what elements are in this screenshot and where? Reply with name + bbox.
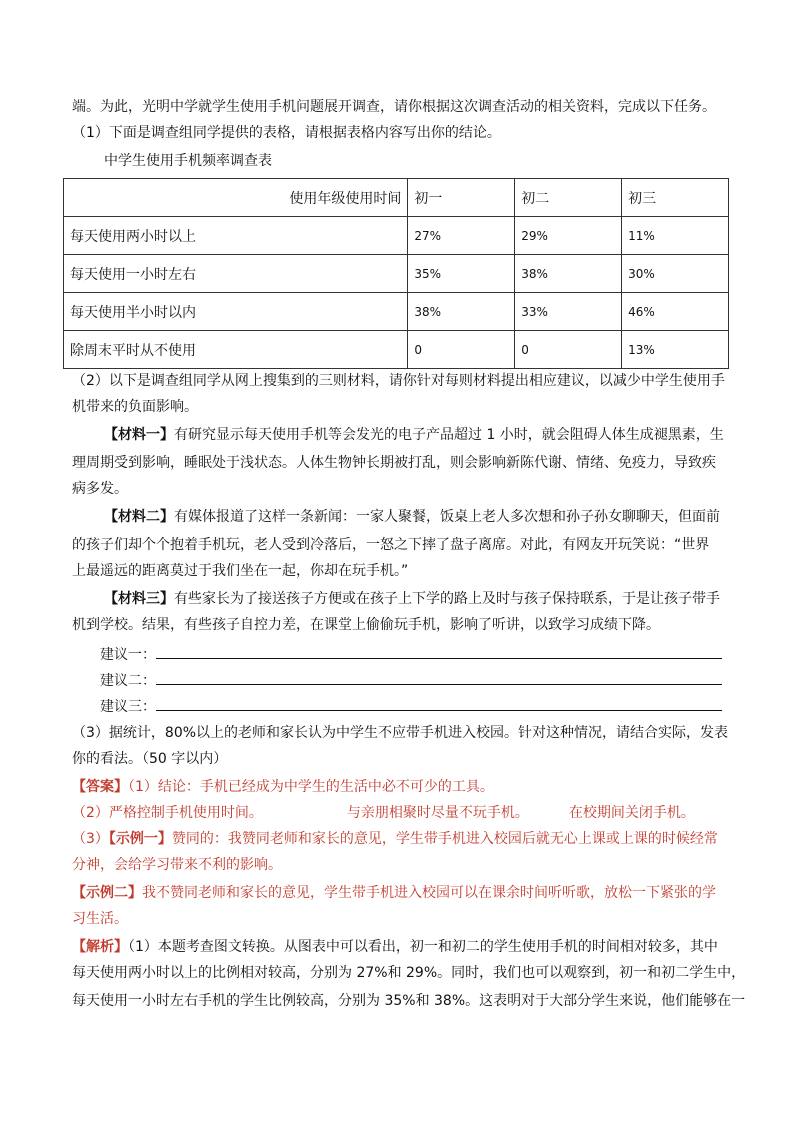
table-row [64, 255, 729, 293]
analysis-line-3: 每天使用一小时左右手机的学生比例较高，分别为 35%和 38%。这表明对于大部分学生来说，他们能够在一 [72, 993, 746, 1009]
material-2-text: 有媒体报道了这样一条新闻：一家人聚餐，饭桌上老人多次想和孙子孙女聊聊天，但面前 [174, 509, 720, 525]
suggestion-1-label: 建议一： [100, 647, 156, 663]
table-cell: 每天使用两小时以上 [64, 217, 408, 255]
answer-line-1 [72, 776, 722, 798]
table-cell: 33% [515, 293, 622, 331]
analysis-line-2: 每天使用两小时以上的比例相对较高，分别为 27%和 29%。同时，我们也可以观察到，初一和初二学生中， [72, 965, 746, 981]
suggestion-3-label: 建议三： [100, 699, 156, 715]
answer-tag: 【答案】 [72, 779, 128, 795]
question-3-line-2: 你的看法。（50 字以内） [72, 751, 228, 767]
example-1-line-2: 分神，会给学习带来不利的影响。 [72, 857, 282, 873]
table-cell: 除周末平时从不使用 [64, 331, 408, 369]
material-3-tag: 【材料三】 [104, 591, 174, 607]
answer-2a: （2）严格控制手机使用时间。 [72, 805, 263, 821]
example-2-text: 我不赞同老师和家长的意见，学生带手机进入校园可以在课余时间听听歌，放松一下紧张的学 [142, 885, 716, 901]
survey-table [63, 178, 729, 369]
example-2-line-1 [72, 882, 722, 904]
suggestion-3 [100, 694, 722, 718]
table-cell: 每天使用一小时左右 [64, 255, 408, 293]
material-1-line-3: 病多发。 [72, 481, 128, 497]
table-cell: 0 [515, 331, 622, 369]
table-cell: 46% [622, 293, 729, 331]
table-header-cell: 初二 [515, 179, 622, 217]
table-cell: 38% [515, 255, 622, 293]
material-2-line-1 [104, 506, 722, 528]
table-row [64, 331, 729, 369]
table-cell: 30% [622, 255, 729, 293]
table-cell: 35% [408, 255, 515, 293]
material-1-tag: 【材料一】 [104, 427, 174, 443]
table-cell: 38% [408, 293, 515, 331]
question-2-line-1: （2）以下是调查组同学从网上搜集到的三则材料，请你针对每则材料提出相应建议，以减少中学生使用手 [72, 373, 725, 389]
material-2-tag: 【材料二】 [104, 509, 174, 525]
suggestion-2-blank[interactable] [156, 668, 722, 685]
example-1-tag: 【示例一】 [108, 831, 172, 847]
table-cell: 29% [515, 217, 622, 255]
material-1-text: 有研究显示每天使用手机等会发光的电子产品超过 1 小时，就会阻碍人体生成褪黑素，生 [174, 427, 724, 443]
material-2-line-2: 的孩子们却个个抱着手机玩，老人受到冷落后，一怒之下摔了盘子离席。对此，有网友开玩笑说：“世界 [72, 537, 710, 553]
example-1-text: 赞同的：我赞同老师和家长的意见，学生带手机进入校园后就无心上课或上课的时候经常 [171, 831, 718, 847]
table-cell: 13% [622, 331, 729, 369]
table-row [64, 293, 729, 331]
analysis-tag: 【解析】 [72, 939, 128, 955]
table-cell: 每天使用半小时以内 [64, 293, 408, 331]
material-3-text: 有些家长为了接送孩子方便或在孩子上下学的路上及时与孩子保持联系，于是让孩子带手 [174, 591, 720, 607]
question-2-line-2: 机带来的负面影响。 [72, 399, 198, 415]
material-3-line-1 [104, 588, 722, 610]
analysis-line-1 [72, 936, 722, 958]
answer-2b: 与亲朋相聚时尽量不玩手机。 [346, 805, 529, 821]
table-header-cell: 初三 [622, 179, 729, 217]
example-2-line-2: 习生活。 [72, 911, 128, 927]
suggestion-2-label: 建议二： [100, 673, 156, 689]
answer-3-prefix: （3） [72, 831, 109, 847]
table-header-cell: 使用年级使用时间 [64, 179, 408, 217]
material-1-line-1 [104, 424, 722, 446]
suggestion-1-blank[interactable] [156, 642, 722, 659]
analysis-text: （1）本题考查图文转换。从图表中可以看出，初一和初二的学生使用手机的时间相对较多，其中 [128, 939, 718, 955]
question-3-line-1: （3）据统计，80%以上的老师和家长认为中学生不应带手机进入校园。针对这种情况，请结合实际，发表 [72, 725, 729, 741]
table-cell: 11% [622, 217, 729, 255]
intro-line: 端。为此，光明中学就学生使用手机问题展开调查，请你根据这次调查活动的相关资料，完成以下任务。 [72, 99, 716, 115]
question-1: （1）下面是调查组同学提供的表格，请根据表格内容写出你的结论。 [72, 125, 501, 141]
answer-2c: 在校期间关闭手机。 [568, 805, 695, 821]
example-2-tag: 【示例二】 [72, 885, 142, 901]
table-row [64, 217, 729, 255]
table-header-row [64, 179, 729, 217]
suggestion-3-blank[interactable] [156, 694, 722, 711]
suggestion-2 [100, 668, 722, 692]
table-cell: 27% [408, 217, 515, 255]
answer-line-2 [72, 802, 722, 824]
material-2-line-3: 上最遥远的距离莫过于我们坐在一起，你却在玩手机。” [72, 563, 409, 579]
answer-1: （1）结论：手机已经成为中学生的生活中必不可少的工具。 [128, 779, 494, 795]
table-cell: 0 [408, 331, 515, 369]
table-title: 中学生使用手机频率调查表 [104, 153, 272, 169]
material-3-line-2: 机到学校。结果，有些孩子自控力差，在课堂上偷偷玩手机，影响了听讲，以致学习成绩下降。 [72, 617, 660, 633]
suggestion-1 [100, 642, 722, 666]
answer-line-3 [72, 828, 722, 850]
table-header-cell: 初一 [408, 179, 515, 217]
material-1-line-2: 理周期受到影响，睡眠处于浅状态。人体生物钟长期被打乱，则会影响新陈代谢、情绪、免疫力，导致疾 [72, 455, 716, 471]
